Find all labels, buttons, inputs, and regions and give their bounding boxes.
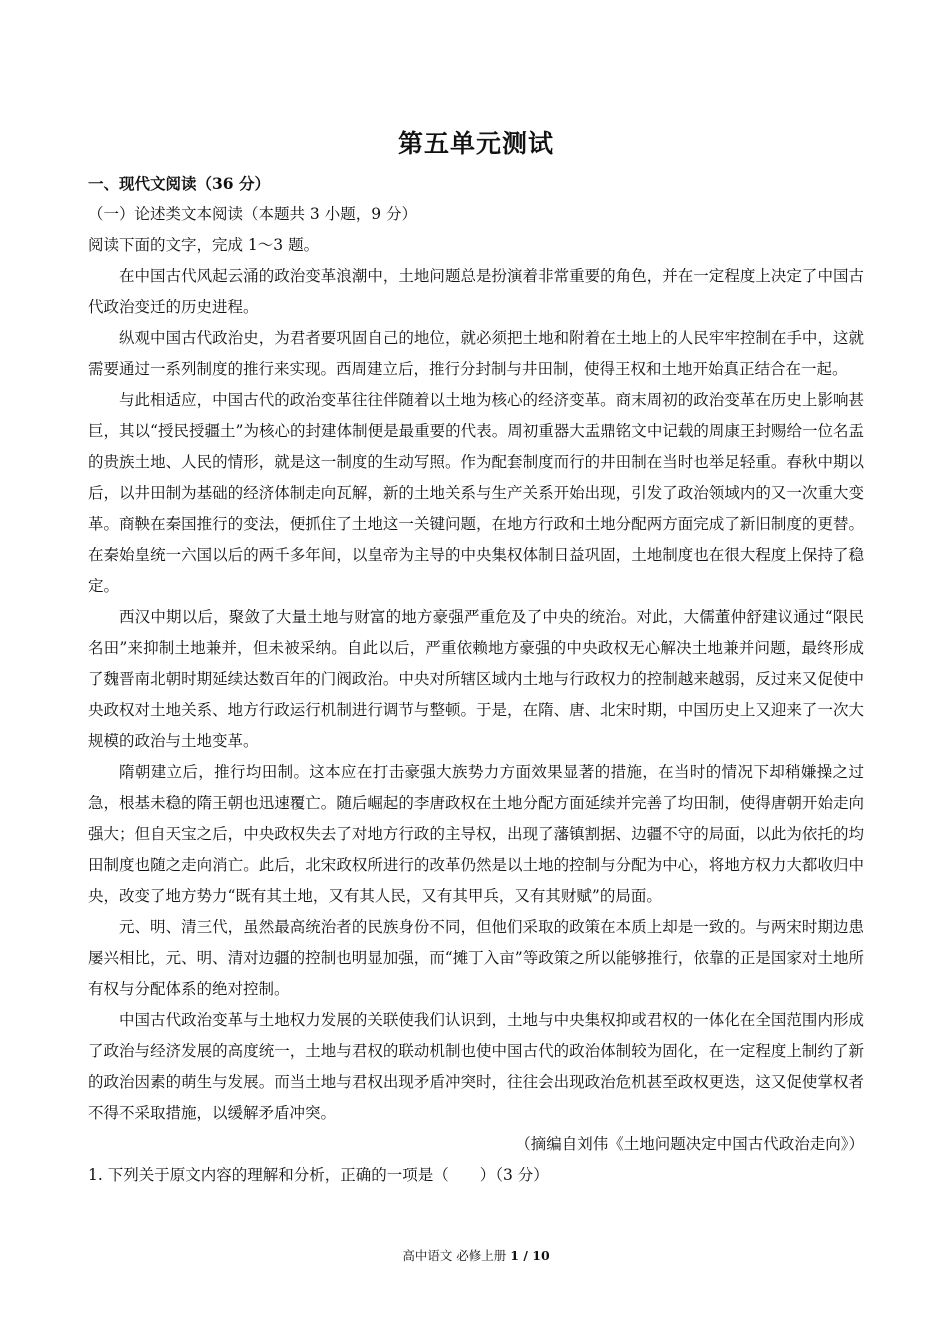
footer-subject: 高中语文 必修上册 bbox=[402, 1248, 511, 1263]
section-heading: 一、现代文阅读（36 分） bbox=[88, 174, 270, 193]
passage-paragraph-3: 与此相适应，中国古代的政治变革往往伴随着以土地为核心的经济变革。商末周初的政治变革在历史上影响甚巨，其以“授民授疆土”为核心的封建体制便是最重要的代表。周初重器大盂鼎铭文中记载的周康王封赐给一位名盂的贵族土地、人民的情形，就是这一制度的生动写照。作为配套制度而行的井田制在当时也举足轻重。春秋中期以后，以井田制为基础的经济体制走向瓦解，新的土地关系与生产关系开始出现，引发了政治领域内的又一次重大变革。商鞅在秦国推行的变法，便抓住了土地这一关键问题，在地方行政和土地分配两方面完成了新旧制度的更替。在秦始皇统一六国以后的两千多年间，以皇帝为主导的中央集权体制日益巩固，土地制度也在很大程度上保持了稳定。 bbox=[88, 391, 864, 595]
question-1: 1. 下列关于原文内容的理解和分析，正确的一项是（ ）（3 分） bbox=[88, 1166, 549, 1184]
footer-page-number: 1 / 10 bbox=[510, 1248, 550, 1263]
reading-instruction: 阅读下面的文字，完成 1～3 题。 bbox=[88, 236, 320, 254]
passage-source: （摘编自刘伟《土地问题决定中国古代政治走向》） bbox=[515, 1135, 864, 1153]
document-body bbox=[88, 168, 864, 1191]
passage-paragraph-5: 隋朝建立后，推行均田制。这本应在打击豪强大族势力方面效果显著的措施，在当时的情况下却稍嫌操之过急，根基未稳的隋王朝也迅速覆亡。随后崛起的李唐政权在土地分配方面延续并完善了均田制，使得唐朝开始走向强大；但自天宝之后，中央政权失去了对地方行政的主导权，出现了藩镇割据、边疆不守的局面，以此为依托的均田制度也随之走向消亡。此后，北宋政权所进行的改革仍然是以土地的控制与分配为中心，将地方权力大都收归中央，改变了地方势力“既有其土地，又有其人民，又有其甲兵，又有其财赋”的局面。 bbox=[88, 763, 864, 905]
section-subheading: （一）论述类文本阅读（本题共 3 小题，9 分） bbox=[88, 205, 418, 223]
passage-paragraph-4: 西汉中期以后，聚敛了大量土地与财富的地方豪强严重危及了中央的统治。对此，大儒董仲舒建议通过“限民名田”来抑制土地兼并，但未被采纳。自此以后，严重依赖地方豪强的中央政权无心解决土地兼并问题，最终形成了魏晋南北朝时期延续达数百年的门阀政治。中央对所辖区域内土地与行政权力的控制越来越弱，反过来又促使中央政权对土地关系、地方行政运行机制进行调节与整顿。于是，在隋、唐、北宋时期，中国历史上又迎来了一次大规模的政治与土地变革。 bbox=[88, 608, 864, 750]
document-page bbox=[88, 0, 864, 1344]
passage-paragraph-1: 在中国古代风起云涌的政治变革浪潮中，土地问题总是扮演着非常重要的角色，并在一定程度上决定了中国古代政治变迁的历史进程。 bbox=[88, 267, 864, 316]
page-title: 第五单元测试 bbox=[397, 129, 554, 158]
passage-paragraph-7: 中国古代政治变革与土地权力发展的关联使我们认识到，土地与中央集权抑或君权的一体化在全国范围内形成了政治与经济发展的高度统一，土地与君权的联动机制也使中国古代的政治体制较为固化，在一定程度上制约了新的政治因素的萌生与发展。而当土地与君权出现矛盾冲突时，往往会出现政治危机甚至政权更迭，这又促使掌权者不得不采取措施，以缓解矛盾冲突。 bbox=[88, 1011, 864, 1122]
page-footer bbox=[88, 1246, 864, 1264]
passage-paragraph-6: 元、明、清三代，虽然最高统治者的民族身份不同，但他们采取的政策在本质上却是一致的。与两宋时期边患屡兴相比，元、明、清对边疆的控制也明显加强，而“摊丁入亩”等政策之所以能够推行，依靠的正是国家对土地所有权与分配体系的绝对控制。 bbox=[88, 918, 864, 998]
passage-paragraph-2: 纵观中国古代政治史，为君者要巩固自己的地位，就必须把土地和附着在土地上的人民牢牢控制在手中，这就需要通过一系列制度的推行来实现。西周建立后，推行分封制与井田制，使得王权和土地开始真正结合在一起。 bbox=[88, 329, 864, 378]
